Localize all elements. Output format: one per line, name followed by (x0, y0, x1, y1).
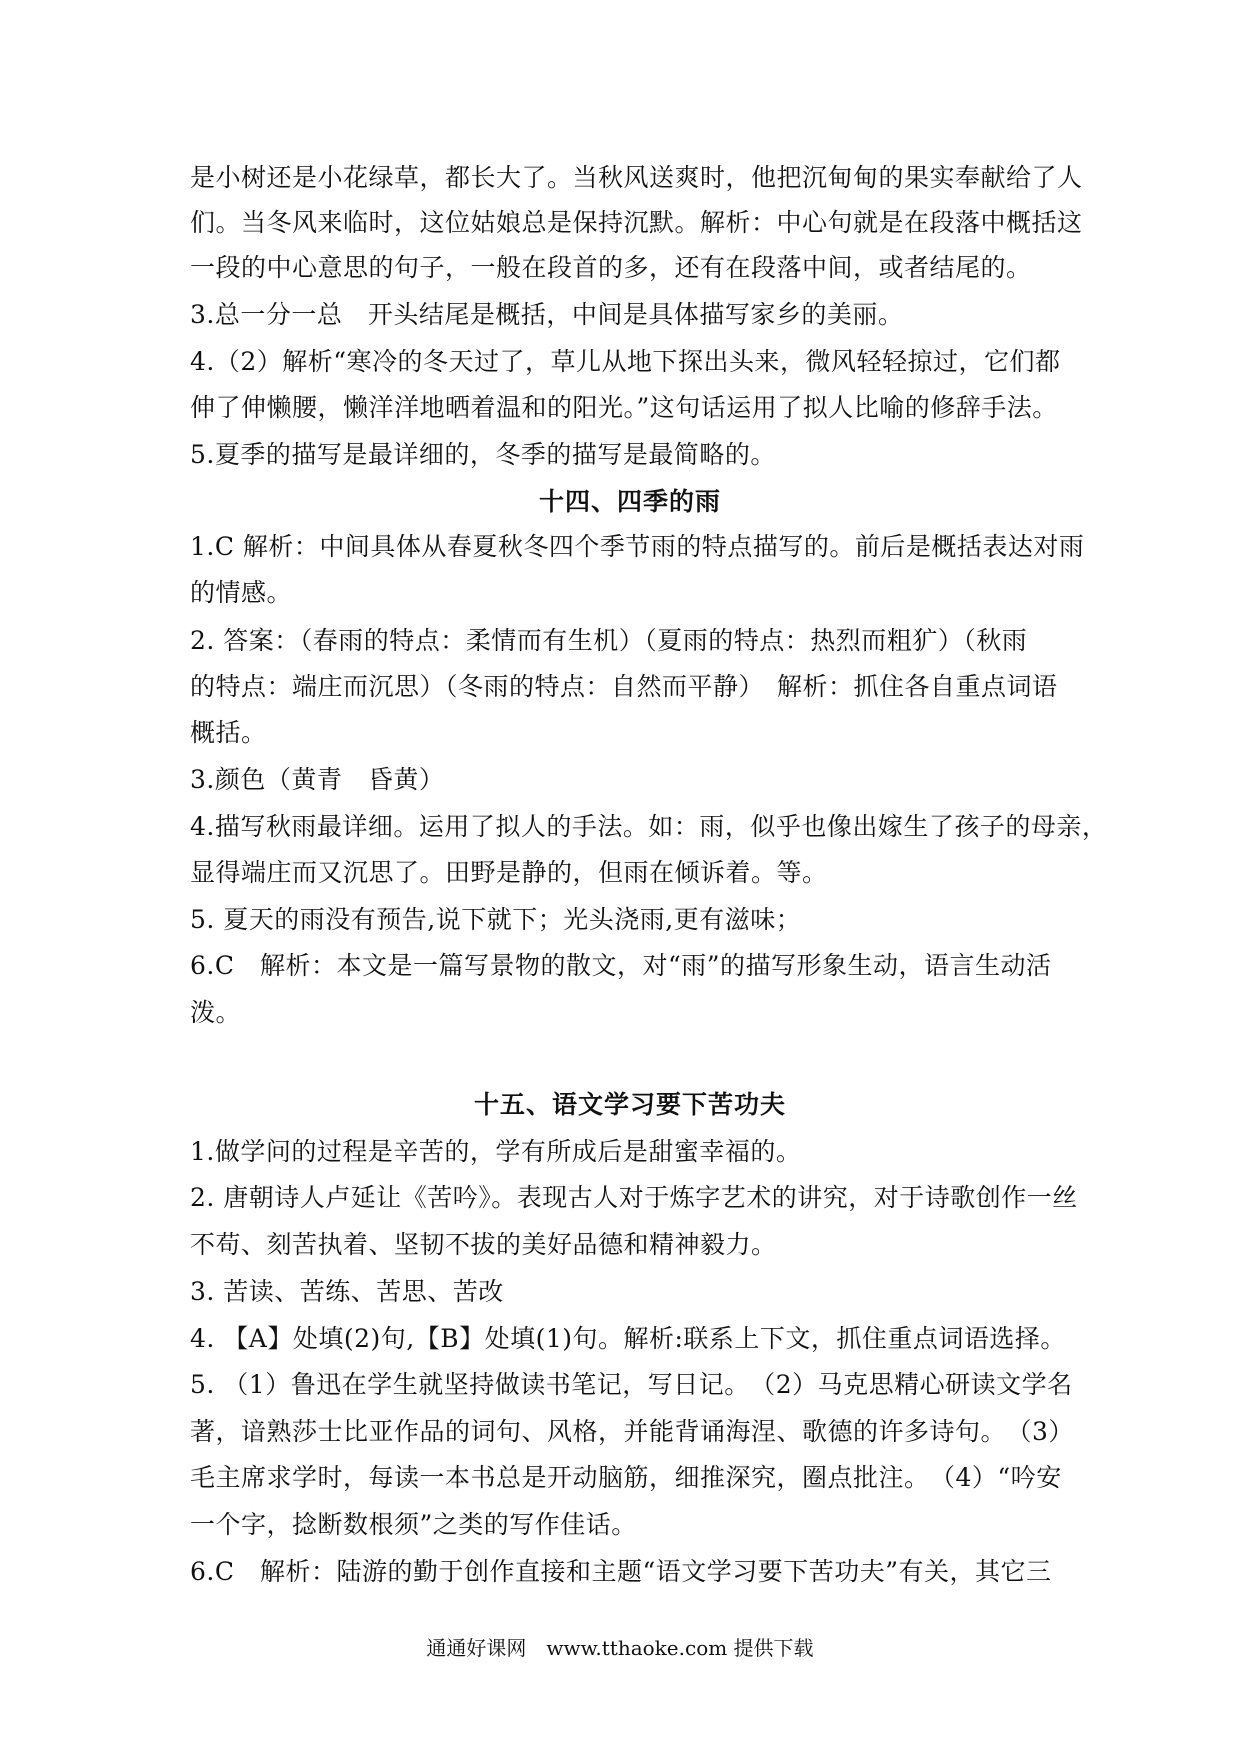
section-heading: 十五、语文学习要下苦功夫 (473, 1090, 786, 1119)
answer-line: 概括。 (190, 718, 267, 747)
answer-line: 的情感。 (190, 578, 293, 607)
page-footer: 通通好课网 www.tthaoke.com 提供下载 (426, 1636, 814, 1660)
answer-line: 3. 苦读、苦练、苦思、苦改 (190, 1277, 504, 1306)
answer-line: 一段的中心意思的句子，一般在段首的多，还有在段落中间，或者结尾的。 (190, 253, 1032, 282)
answer-line: 4.（2）解析“寒冷的冬天过了，草儿从地下探出头来，微风轻轻掠过，它们都 (190, 347, 1061, 376)
answer-line: 一个字，捻断数根须”之类的写作佳话。 (190, 1510, 637, 1539)
answer-line: 3.颜色（黄青 昏黄） (190, 765, 445, 794)
answer-line: 4.描写秋雨最详细。运用了拟人的手法。如：雨，似乎也像出嫁生了孩子的母亲， (190, 812, 1108, 841)
answer-line: 是小树还是小花绿草，都长大了。当秋风送爽时，他把沉甸甸的果实奉献给了人 (190, 163, 1083, 192)
answer-line: 2. 答案：（春雨的特点：柔情而有生机）（夏雨的特点：热烈而粗犷）（秋雨 (190, 626, 1028, 655)
answer-line: 5.夏季的描写是最详细的，冬季的描写是最简略的。 (190, 440, 776, 469)
answer-line: 著，谙熟莎士比亚作品的词句、风格，并能背诵海涅、歌德的许多诗句。 （3） (190, 1417, 1074, 1446)
answer-line: 6.C 解析：陆游的勤于创作直接和主题“语文学习要下苦功夫”有关，其它三 (190, 1557, 1052, 1586)
answer-line: 泼。 (190, 998, 242, 1027)
answer-line: 3.总一分一总 开头结尾是概括，中间是具体描写家乡的美丽。 (190, 300, 904, 329)
answer-line: 2. 唐朝诗人卢延让《苦吟》。表现古人对于炼字艺术的讲究，对于诗歌创作一丝 (190, 1183, 1078, 1212)
answer-line: 6.C 解析：本文是一篇写景物的散文，对“雨”的描写形象生动，语言生动活 (190, 951, 1052, 980)
answer-line: 1.做学问的过程是辛苦的，学有所成后是甜蜜幸福的。 (190, 1137, 802, 1166)
answer-line: 的特点：端庄而沉思）（冬雨的特点：自然而平静） 解析：抓住各自重点词语 (190, 672, 1058, 701)
answer-line: 显得端庄而又沉思了。田野是静的，但雨在倾诉着。等。 (190, 858, 828, 887)
answer-line: 们。当冬风来临时，这位姑娘总是保持沉默。解析：中心句就是在段落中概括这 (190, 208, 1083, 237)
answer-line: 5. （1）鲁迅在学生就坚持做读书笔记，写日记。 （2）马克思精心研读文学名 (190, 1370, 1073, 1399)
answer-line: 不苟、刻苦执着、坚韧不拔的美好品德和精神毅力。 (190, 1230, 777, 1259)
answer-line: 毛主席求学时，每读一本书总是开动脑筋，细推深究，圈点批注。 （4）“吟安 (190, 1463, 1062, 1492)
answer-line: 伸了伸懒腰，懒洋洋地晒着温和的阳光。”这句话运用了拟人比喻的修辞手法。 (190, 393, 1058, 422)
answer-line: 5. 夏天的雨没有预告,说下就下；光头浇雨,更有滋味； (190, 905, 802, 934)
answer-line: 4. 【A】处填(2)句,【B】处填(1)句。解析:联系上下文，抓住重点词语选择。 (190, 1324, 1066, 1353)
section-heading: 十四、四季的雨 (538, 487, 721, 516)
answer-line: 1.C 解析：中间具体从春夏秋冬四个季节雨的特点描写的。前后是概括表达对雨 (190, 532, 1085, 561)
